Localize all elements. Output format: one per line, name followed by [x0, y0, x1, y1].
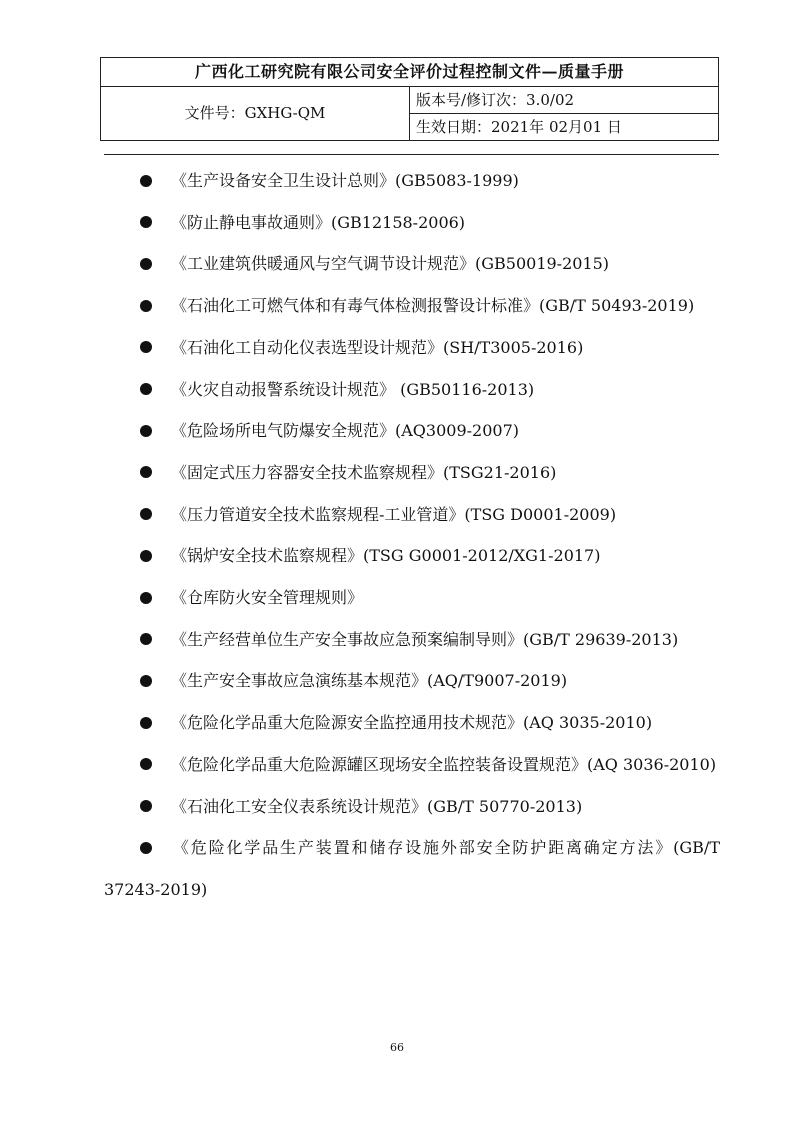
standard-text: 《固定式压力容器安全技术监察规程》(TSG21-2016) [171, 462, 557, 482]
standard-list-item [104, 702, 720, 744]
standard-list-item [104, 535, 720, 577]
standard-text: 《危险化学品重大危险源罐区现场安全监控装备设置规范》(AQ 3036-2010) [171, 754, 717, 774]
bullet-icon [140, 675, 152, 687]
standard-list-item [104, 452, 720, 494]
standard-list-item [104, 619, 720, 661]
standard-text: 《仓库防火安全管理规则》 [171, 588, 364, 608]
standard-text: 《防止静电事故通则》(GB12158-2006) [171, 212, 466, 232]
document-number: 文件号：GXHG-QM [101, 87, 410, 141]
standard-text: 《工业建筑供暖通风与空气调节设计规范》(GB50019-2015) [171, 254, 610, 274]
bullet-icon [140, 508, 152, 520]
standard-list-item [104, 660, 720, 702]
standard-text: 《生产安全事故应急演练基本规范》(AQ/T9007-2019) [171, 671, 568, 691]
standards-list [104, 160, 720, 911]
standard-text: 《石油化工安全仪表系统设计规范》(GB/T 50770-2013) [171, 796, 583, 816]
bullet-icon [140, 550, 152, 562]
bullet-icon [140, 175, 152, 187]
bullet-icon [140, 425, 152, 437]
standard-list-item [104, 369, 720, 411]
bullet-icon [140, 383, 152, 395]
version-revision: 版本号/修订次：3.0/02 [410, 87, 719, 114]
bullet-icon [140, 842, 152, 854]
bullet-icon [140, 800, 152, 812]
bullet-icon [140, 592, 152, 604]
bullet-icon [140, 341, 152, 353]
standard-list-item [104, 494, 720, 536]
document-header [100, 57, 719, 141]
standard-list-item [104, 327, 720, 369]
standard-text: 《石油化工自动化仪表选型设计规范》(SH/T3005-2016) [171, 337, 584, 357]
bullet-icon [140, 717, 152, 729]
standard-text: 《火灾自动报警系统设计规范》 (GB50116-2013) [171, 379, 535, 399]
bullet-icon [140, 258, 152, 270]
standard-text: 《危险化学品生产装置和储存设施外部安全防护距离确定方法》(GB/T 37243-2019) [104, 838, 720, 899]
standard-text: 《石油化工可燃气体和有毒气体检测报警设计标准》(GB/T 50493-2019) [171, 296, 695, 316]
page-number: 66 [390, 1041, 404, 1054]
standard-list-item [104, 202, 720, 244]
bullet-icon [140, 300, 152, 312]
standard-list-item [104, 786, 720, 828]
bullet-icon [140, 466, 152, 478]
standard-text: 《生产经营单位生产安全事故应急预案编制导则》(GB/T 29639-2013) [171, 629, 679, 649]
standard-list-item [104, 577, 720, 619]
bullet-icon [140, 216, 152, 228]
standard-list-item [104, 285, 720, 327]
document-title: 广西化工研究院有限公司安全评价过程控制文件—质量手册 [101, 58, 719, 87]
standard-text: 《压力管道安全技术监察规程-工业管道》(TSG D0001-2009) [171, 504, 617, 524]
effective-date: 生效日期：2021年 02月01 日 [410, 114, 719, 141]
standard-text: 《危险场所电气防爆安全规范》(AQ3009-2007) [171, 421, 520, 441]
standard-text: 《生产设备安全卫生设计总则》(GB5083-1999) [171, 171, 519, 190]
header-divider [104, 154, 719, 155]
standard-list-item [104, 827, 720, 910]
standard-list-item [104, 160, 720, 202]
standard-list-item [104, 243, 720, 285]
standard-text: 《危险化学品重大危险源安全监控通用技术规范》(AQ 3035-2010) [171, 713, 653, 733]
bullet-icon [140, 758, 152, 770]
standard-text: 《锅炉安全技术监察规程》(TSG G0001-2012/XG1-2017) [171, 546, 601, 566]
standard-list-item [104, 744, 720, 786]
standard-list-item [104, 410, 720, 452]
bullet-icon [140, 633, 152, 645]
